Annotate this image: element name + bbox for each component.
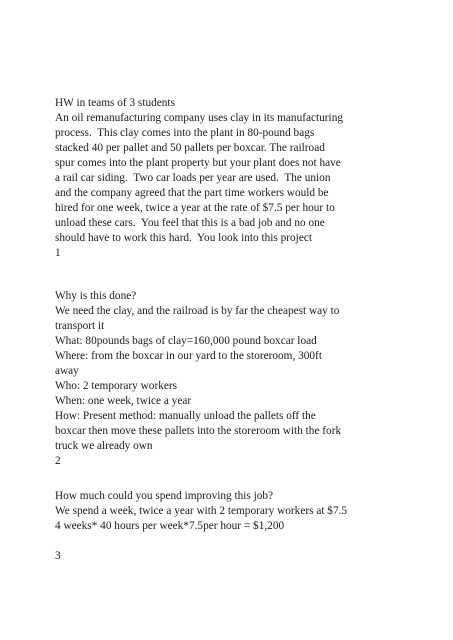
text-line: a rail car siding. Two car loads per year are used. The union bbox=[55, 172, 331, 184]
text-line: should have to work this hard. You look into this project bbox=[55, 232, 312, 244]
homework-intro-paragraph bbox=[55, 96, 405, 261]
blank-line bbox=[55, 534, 405, 549]
text-line: truck we already own bbox=[55, 440, 153, 452]
section-number: 1 bbox=[55, 247, 61, 259]
text-line: spur comes into the plant property but your plant does not have bbox=[55, 157, 341, 169]
cost-paragraph bbox=[55, 489, 405, 564]
text-line: 4 weeks* 40 hours per week*7.5per hour = $1,200 bbox=[55, 520, 285, 532]
text-line: We spend a week, twice a year with 2 temporary workers at $7.5 bbox=[55, 505, 348, 517]
text-line: Why is this done? bbox=[55, 290, 137, 302]
text-line: What: 80pounds bags of clay=160,000 pound boxcar load bbox=[55, 335, 317, 347]
text-line: When: one week, twice a year bbox=[55, 395, 192, 407]
text-line: How much could you spend improving this job? bbox=[55, 490, 274, 502]
text-line: We need the clay, and the railroad is by far the cheapest way to bbox=[55, 305, 340, 317]
text-line: How: Present method: manually unload the pallets off the bbox=[55, 410, 316, 422]
text-line: boxcar then move these pallets into the storeroom with the fork bbox=[55, 425, 342, 437]
section-number: 3 bbox=[55, 550, 61, 562]
text-line: process. This clay comes into the plant in 80-pound bags bbox=[55, 127, 315, 139]
text-line: and the company agreed that the part time workers would be bbox=[55, 187, 329, 199]
text-line: An oil remanufacturing company uses clay in its manufacturing bbox=[55, 112, 343, 124]
text-line: hired for one week, twice a year at the rate of $7.5 per hour to bbox=[55, 202, 335, 214]
text-line: HW in teams of 3 students bbox=[55, 97, 175, 109]
text-line: Where: from the boxcar in our yard to the storeroom, 300ft bbox=[55, 350, 322, 362]
text-line: stacked 40 per pallet and 50 pallets per boxcar. The railroad bbox=[55, 142, 325, 154]
text-line: transport it bbox=[55, 320, 105, 332]
text-line: unload these cars. You feel that this is a bad job and no one bbox=[55, 217, 325, 229]
text-line: Who: 2 temporary workers bbox=[55, 380, 178, 392]
analysis-paragraph bbox=[55, 289, 405, 469]
text-line: away bbox=[55, 365, 79, 377]
section-number: 2 bbox=[55, 455, 61, 467]
